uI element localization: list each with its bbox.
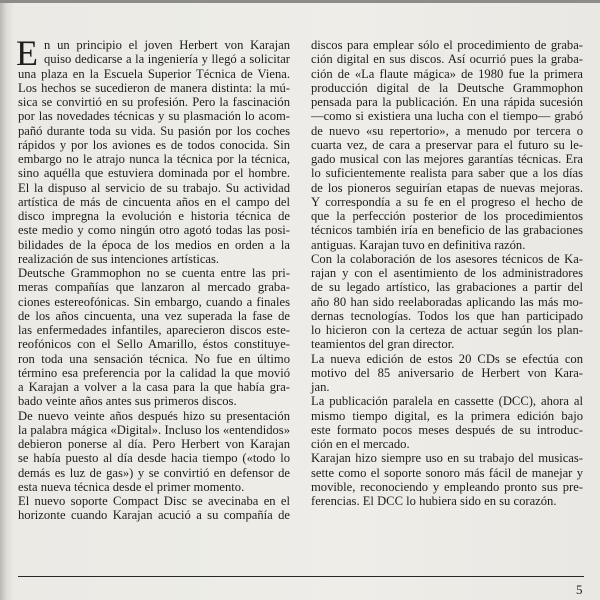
text-line: de su legado artístico, las grabaciones a partir del: [311, 280, 583, 295]
text-line: Deutsche Grammophon no se cuenta entre las pri-: [18, 266, 290, 280]
text-line: por las novedades técnicas y su plasmación lo acom-: [18, 109, 290, 124]
text-line: bilidades de la época de los medios en orden a la: [18, 237, 290, 252]
text-line: este formato pocos meses después de su introduc-: [311, 422, 583, 437]
text-line: reofónicos con el Sello Amarillo, éstos constituye-: [18, 337, 290, 352]
text-line: término esa preferencia por la calidad la que movió: [18, 365, 290, 380]
text-line: ción de «La flaute mágica» de 1980 fue la primera: [311, 66, 583, 81]
text-line: de nuevo «su repertorio», a menudo por tercera o: [311, 123, 583, 138]
text-line: a Karajan a volver a la casa para la que había gra-: [18, 380, 290, 394]
text-line: La nueva edición de estos 20 CDs se efectúa con: [311, 351, 583, 366]
text-line: movible, reconociendo y empleando pronto sus pre-: [311, 479, 583, 494]
text-line: embargo no le atrajo nunca la técnica por la técnica,: [18, 152, 290, 166]
text-line: demás es luz de gas») y se convirtió en defensor de: [18, 465, 290, 480]
text-line: Y correspondía a su fe en el progreso el hecho de: [311, 194, 583, 209]
paragraph: [311, 38, 583, 252]
text-line: de los años cincuenta, una vez superada la fase de: [18, 308, 290, 323]
text-line: teamientos del gran director.: [311, 337, 455, 352]
text-line: El la dispuso al servicio de su trabajo. Su actividad: [18, 180, 290, 195]
text-line: esta nueva técnica desde el primer momento.: [18, 479, 245, 494]
text-line: las enfermedades infantiles, aparecieron discos este-: [18, 323, 290, 337]
text-line: n un principio el joven Herbert von Karajan: [44, 38, 290, 52]
paragraph: [18, 266, 290, 409]
text-line: debieron ponerse al día. Pero Herbert von Karajan: [18, 437, 290, 451]
text-line: quiso dedicarse a la ingeniería y llegó a solicitar: [44, 52, 290, 67]
paragraph: [311, 252, 583, 352]
text-column-left: [16, 33, 290, 523]
paragraph: [311, 451, 583, 508]
text-line: mismo tiempo digital, es la primera edición bajo: [311, 408, 583, 423]
text-line: lo suficientemente realista para saber que a los días: [311, 166, 583, 181]
text-line: año 80 han sido reelaboradas aplicando las más mo-: [311, 294, 583, 309]
text-line: realización de sus intenciones artísticas.: [18, 251, 220, 266]
text-line: jan.: [311, 380, 330, 394]
text-line: ciones estereofónicas. Sin embargo, cuando a finales: [18, 294, 290, 309]
page-number: 5: [576, 582, 583, 597]
text-line: La publicación paralela en cassette (DCC), ahora al: [311, 394, 583, 409]
text-line: se había puesto al día desde hacia tiempo («todo lo: [18, 451, 290, 466]
text-line: de los pioneros seguirían etapas de nuevas mejoras.: [311, 180, 583, 195]
page-top-edge: [0, 0, 600, 3]
text-column-right: [311, 38, 583, 508]
text-line: De nuevo veinte años después hizo su presentación: [18, 408, 290, 423]
text-line: pensada para la publicación. En una rápida sucesión: [311, 95, 583, 109]
text-line: horizonte cuando Karajan acució a su compañía de: [18, 508, 290, 523]
text-line: antiguas. Karajan tuvo en definitiva razón.: [311, 237, 526, 252]
text-line: pañó durante toda su vida. Su pasión por los coches: [18, 123, 290, 138]
text-line: sica se convirtió en su profesión. Pero la fascinación: [18, 95, 290, 109]
text-line: meras compañías que lanzaron al mercado graba-: [18, 280, 290, 295]
text-line: producción digital de la Deutsche Grammophon: [311, 80, 583, 95]
text-line: que la perfección posterior de los procedimientos: [311, 209, 583, 223]
text-line: ferencias. El DCC lo hubiera sido en su corazón.: [311, 494, 557, 508]
text-line: este medio y como ningún otro agotó todas las posi-: [18, 223, 290, 238]
text-line: rajan y con el asentimiento de los administradores: [311, 266, 583, 280]
drop-cap: E: [16, 33, 38, 73]
text-line: técnicos también iría en beneficio de las grabaciones: [311, 223, 583, 238]
paragraph: [18, 494, 290, 523]
text-line: cuarta vez, de cara a preservar para el futuro su le-: [311, 137, 583, 152]
text-line: ción en el mercado.: [311, 437, 410, 451]
text-line: una plaza en la Escuela Superior Técnica de Viena.: [18, 66, 290, 81]
text-line: sette como el soporte sonoro más fácil de manejar y: [311, 465, 583, 480]
text-line: artística de más de cincuenta años en el campo del: [18, 194, 290, 209]
paragraph: [16, 33, 290, 266]
text-line: discos para emplear sólo el procedimiento de graba-: [311, 38, 583, 52]
footer-rule: [18, 576, 584, 577]
text-line: la palabra mágica «Digital». Incluso los «entendidos»: [18, 422, 290, 437]
text-line: dernas tecnologías. Todos los que han participado: [311, 308, 583, 323]
paragraph: [18, 409, 290, 495]
text-line: ción digital en sus discos. Así ocurrió pues la graba-: [311, 52, 583, 67]
paragraph: [311, 394, 583, 451]
text-line: ron toda una sensación técnica. No fue en último: [18, 351, 290, 366]
text-line: lo hicieron con la certeza de actuar según los plan-: [311, 323, 583, 337]
paragraph: [311, 352, 583, 395]
text-line: rápidos y por los aviones es de todos conocida. Sin: [18, 137, 290, 152]
text-line: Los hechos se sucedieron de manera distinta: la mú-: [18, 80, 290, 95]
text-line: sino aquélla que estuviera dominada por el hombre.: [18, 166, 290, 181]
text-line: bado veinte años antes sus primeros discos.: [18, 394, 237, 409]
text-line: Con la colaboración de los asesores técnicos de Ka-: [311, 251, 583, 266]
text-line: El nuevo soporte Compact Disc se avecinaba en el: [18, 494, 290, 508]
text-line: Karajan hizo siempre uso en su trabajo del musicas-: [311, 451, 583, 466]
text-line: motivo del 85 aniversario de Herbert von Kara-: [311, 365, 583, 380]
text-line: disco impregna la evolución e historia técnica de: [18, 209, 290, 223]
text-line: —como si existiera una lucha con el tiempo— grabó: [311, 109, 583, 124]
text-line: gado musical con las mejores garantías técnicas. Era: [311, 152, 583, 166]
